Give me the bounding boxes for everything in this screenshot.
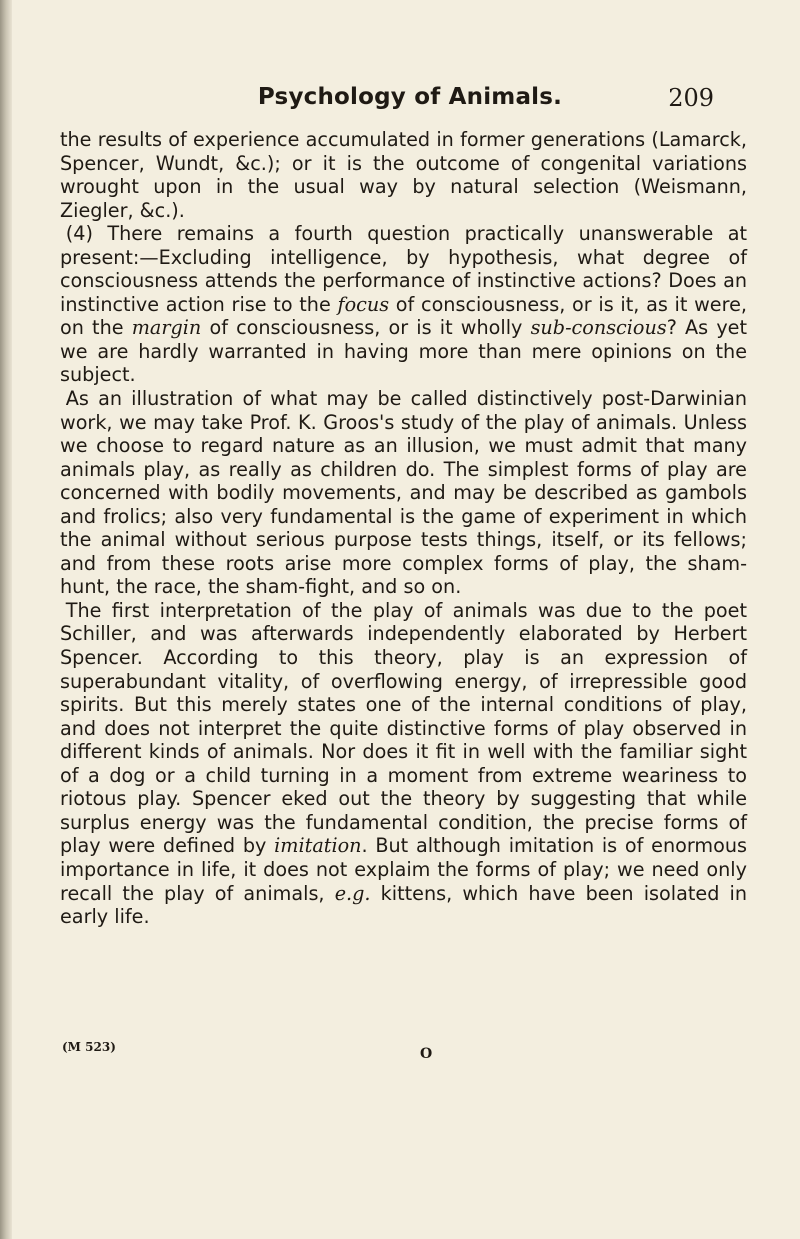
page-left-edge — [0, 0, 12, 1239]
page-header — [60, 84, 760, 120]
paragraph-2-italic-margin: margin — [131, 316, 202, 340]
paragraph-4-text-3: kittens, which have been isolated in early life. — [60, 881, 748, 929]
paragraph-4-text-1: The first interpretation of the play of animals was due to the poet Schiller, and was afterwards independently elaborated by Herbert Spencer. According to this theory, play is an expression of superabundant vitality, of overflowing energy, of irrepressible good spirits. But this merely states one of the internal conditions of play, and does not interpret the quite distinctive forms of play observed in different kinds of animals. Nor does it fit in well with the familiar sight of a dog or a child turning in a moment from extreme weariness to riotous play. Spencer eked out the theory by suggesting that while surplus energy was the fundamental condition, the precise forms of play were defined by — [60, 598, 747, 858]
paragraph-4-italic-eg: e.g. — [334, 881, 371, 905]
signature-letter: O — [420, 1046, 433, 1062]
paragraph-2-text-3: of consciousness, or is it wholly — [201, 316, 531, 340]
paragraph-2-text-2: of consciousness, or is it, as it were, on the — [60, 292, 747, 340]
paragraph-4 — [60, 599, 747, 929]
paragraph-2 — [60, 222, 747, 387]
page-body — [60, 128, 747, 929]
paragraph-3-text: As an illustration of what may be called distinctively post-Darwinian work, we may take Prof. K. Groos's study of the play of animals. Unless we choose to regard nature as an illusion, we must admit that many animals play, as really as children do. The simplest forms of play are concerned with bodily movements, and may be described as gambols and frolics; also very fundamental is the game of experiment in which the animal without serious purpose tests things, itself, or its fellows; and from these roots arise more complex forms of play, the sham-hunt, the race, the sham-fight, and so on. — [60, 387, 747, 599]
paragraph-2-italic-subconscious: sub-conscious — [530, 316, 667, 340]
paragraph-3 — [60, 387, 747, 599]
paragraph-1 — [60, 128, 747, 222]
paragraph-2-italic-focus: focus — [337, 292, 390, 316]
paragraph-2-text-1: (4) There remains a fourth question practically unanswerable at present:—Excluding intelligence, by hypothesis, what degree of consciousness attends the performance of instinctive actions? Does an instinctive action rise to the — [60, 222, 747, 316]
page-footer — [60, 1040, 747, 1080]
running-title: Psychology of Animals. — [257, 84, 563, 110]
paragraph-4-italic-imitation: imitation — [274, 834, 362, 858]
signature-code: (M 523) — [62, 1040, 116, 1054]
page-number: 209 — [668, 84, 714, 112]
paragraph-1-text: the results of experience accumulated in former generations (Lamarck, Spencer, Wundt, &c.); or it is the outcome of congenital variations wrought upon in the usual way by natural selection (Weismann, Ziegler, &c.). — [60, 128, 747, 222]
paragraph-4-text-2: . But although imitation is of enormous importance in life, it does not explaim the forms of play; we need only recall the play of animals, — [60, 834, 748, 905]
paragraph-2-text-4: ? As yet we are hardly warranted in having more than mere opinions on the subject. — [60, 316, 747, 387]
